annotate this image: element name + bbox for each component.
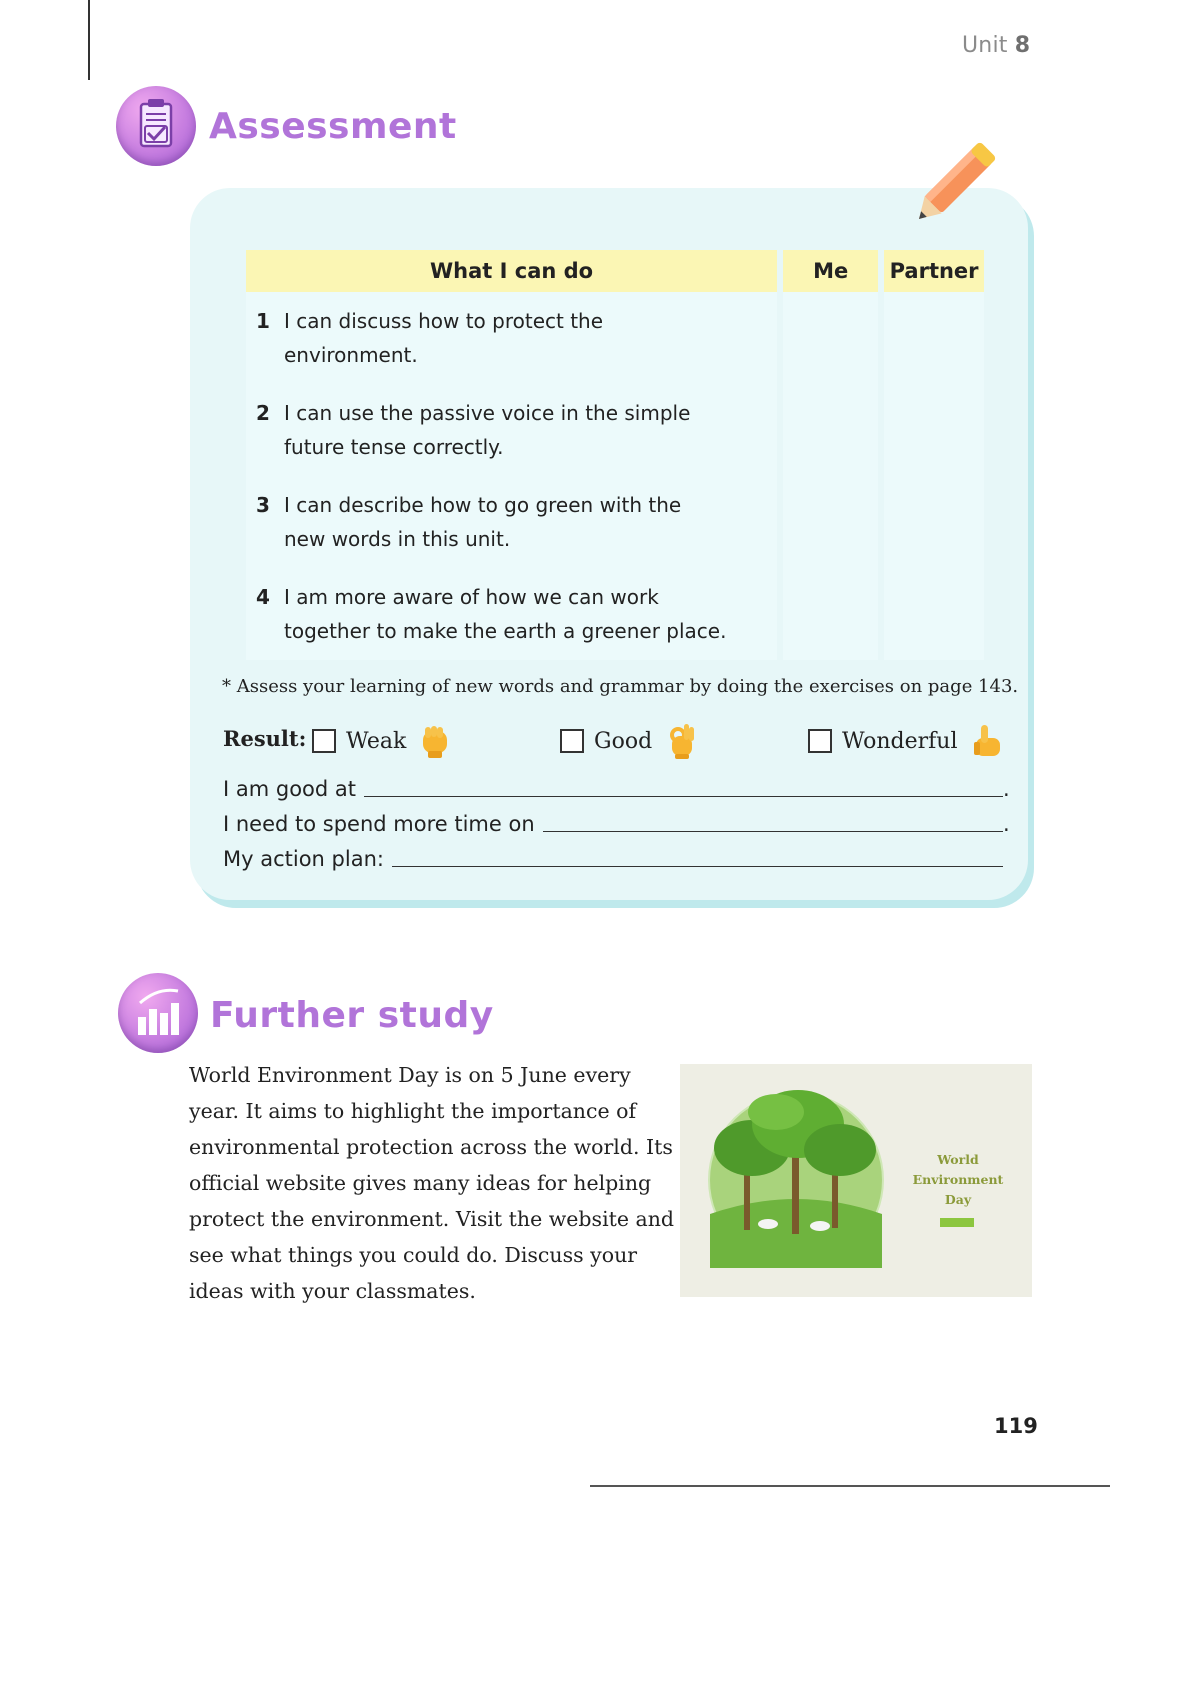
row-number: 4 <box>256 585 270 609</box>
header-partner: Partner <box>878 250 984 292</box>
option-label: Wonderful <box>842 728 958 754</box>
row-text: I can discuss how to protect the environment. <box>284 309 604 367</box>
unit-number: 8 <box>1014 33 1031 58</box>
row-text: I can describe how to go green with the new words in this unit. <box>284 493 682 551</box>
me-cell[interactable] <box>777 568 878 660</box>
table-row <box>246 292 984 384</box>
option-weak[interactable] <box>312 722 452 760</box>
image-title: World Environment Day <box>912 1152 1004 1207</box>
fill-line-label: I need to spend more time on <box>223 812 535 836</box>
row-number: 2 <box>256 401 270 425</box>
header-me: Me <box>777 250 878 292</box>
option-label: Weak <box>346 728 407 754</box>
me-cell[interactable] <box>777 292 878 384</box>
action-plan-line[interactable] <box>223 846 1009 871</box>
ok-hand-icon <box>664 722 698 760</box>
good-at-line[interactable]: I am good at . <box>223 777 1010 801</box>
row-text: I am more aware of how we can work together to make the earth a greener place. <box>284 585 727 643</box>
page-number: 119 <box>994 1414 1038 1438</box>
further-study-text: World Environment Day is on 5 June every year. It aims to highlight the importance of environmental protection across the world. Its official website gives many ideas for helping protect the environment. Visit the website and see what things you could do. Discuss your ideas with your classmates. <box>189 1063 675 1303</box>
table-row <box>246 384 984 476</box>
fist-icon <box>418 722 452 760</box>
wonderful-checkbox[interactable] <box>808 729 832 753</box>
header-what-i-can-do: What I can do <box>246 250 777 292</box>
further-study-title: Further study <box>210 995 494 1036</box>
row-number: 3 <box>256 493 270 517</box>
row-number: 1 <box>256 309 270 333</box>
unit-label <box>962 33 1030 58</box>
bar-chart-icon <box>118 973 198 1053</box>
fill-line-label: My action plan: <box>223 847 384 871</box>
assessment-title: Assessment <box>209 106 457 147</box>
answer-blank[interactable] <box>392 846 1003 867</box>
more-time-line[interactable]: I need to spend more time on . <box>223 812 1010 836</box>
good-checkbox[interactable] <box>560 729 584 753</box>
partner-cell[interactable] <box>878 568 984 660</box>
assessment-note: * Assess your learning of new words and grammar by doing the exercises on page 143. <box>222 676 1019 697</box>
answer-blank[interactable] <box>364 776 1003 797</box>
partner-cell[interactable] <box>878 476 984 568</box>
me-cell[interactable] <box>777 384 878 476</box>
clipboard-check-icon <box>116 86 196 166</box>
result-label: Result: <box>223 726 307 751</box>
page-edge-line <box>88 0 90 80</box>
option-label: Good <box>594 728 653 754</box>
table-row <box>246 476 984 568</box>
unit-word: Unit <box>962 33 1008 58</box>
me-cell[interactable] <box>777 476 878 568</box>
option-good[interactable] <box>560 722 698 760</box>
row-text: I can use the passive voice in the simple future tense correctly. <box>284 401 691 459</box>
weak-checkbox[interactable] <box>312 729 336 753</box>
assessment-table <box>246 250 984 660</box>
fill-line-label: I am good at <box>223 777 357 801</box>
image-tag <box>940 1218 974 1227</box>
answer-blank[interactable] <box>543 811 1003 832</box>
partner-cell[interactable] <box>878 384 984 476</box>
pencil-icon <box>900 118 1020 238</box>
thumbs-up-icon <box>970 722 1004 760</box>
partner-cell[interactable] <box>878 292 984 384</box>
bottom-rule <box>590 1485 1110 1487</box>
option-wonderful[interactable] <box>808 722 1004 760</box>
world-environment-day-image <box>680 1064 1032 1297</box>
table-row <box>246 568 984 660</box>
